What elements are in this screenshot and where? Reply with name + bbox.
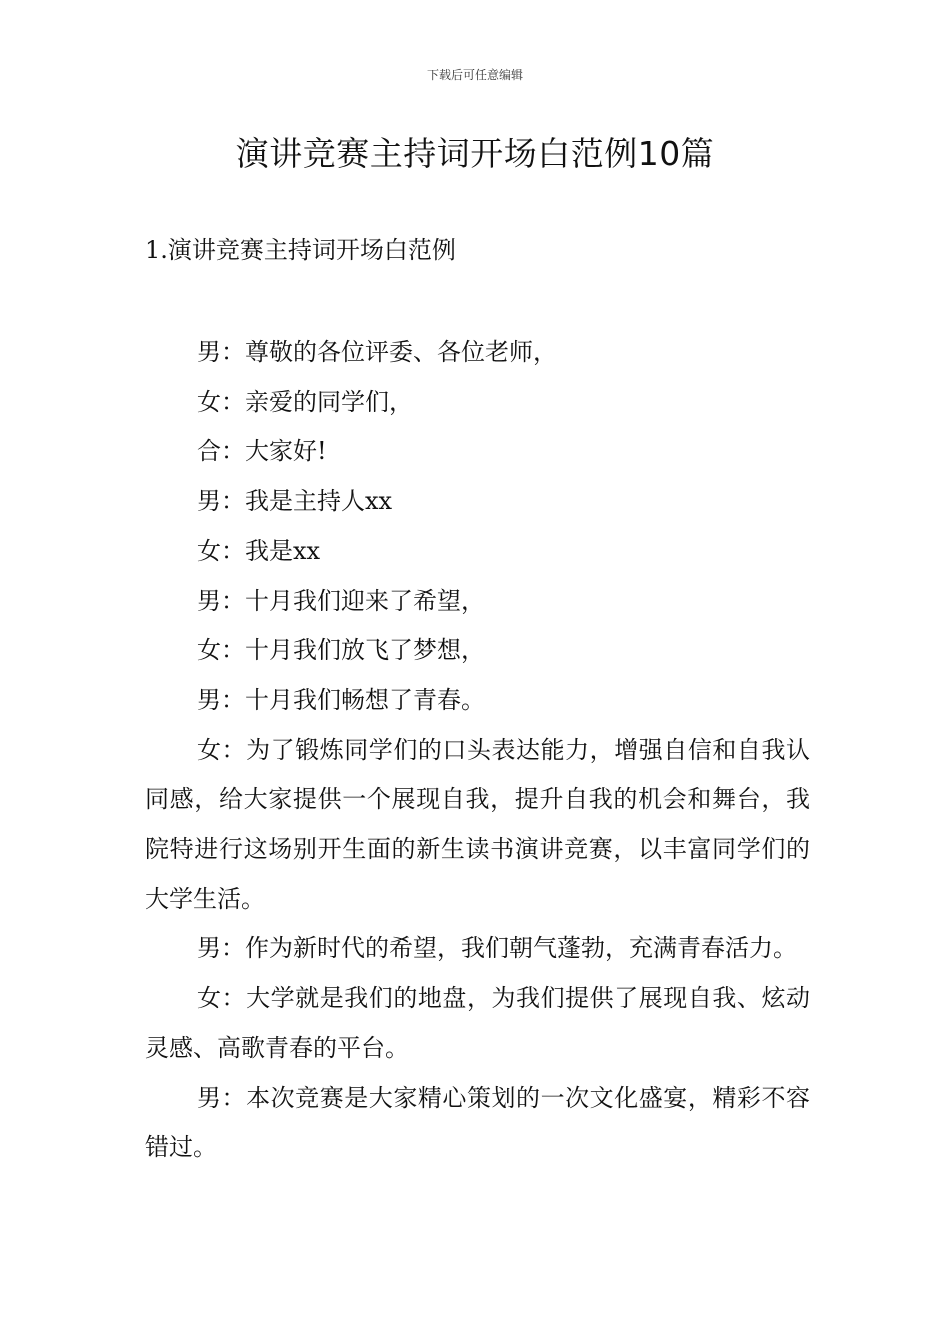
paragraph: 男：本次竞赛是大家精心策划的一次文化盛宴，精彩不容错过。 — [145, 1083, 810, 1162]
paragraph: 男：我是主持人xx — [197, 487, 393, 516]
paragraph: 女：为了锻炼同学们的口头表达能力，增强自信和自我认同感，给大家提供一个展现自我，提升自我的机会和舞台，我院特进行这场别开生面的新生读书演讲竞赛，以丰富同学们的大学生活。 — [145, 735, 810, 913]
header-note: 下载后可任意编辑 — [426, 68, 523, 82]
paragraph: 合：大家好! — [197, 437, 327, 466]
section-heading: 1.演讲竞赛主持词开场白范例 — [145, 236, 456, 264]
paragraph: 男：作为新时代的希望，我们朝气蓬勃，充满青春活力。 — [197, 934, 797, 963]
paragraph: 女：亲爱的同学们， — [197, 387, 413, 416]
paragraph: 男：十月我们畅想了青春。 — [197, 685, 485, 714]
body-text — [145, 328, 810, 1173]
paragraph: 男：十月我们迎来了希望， — [197, 586, 485, 615]
paragraph: 女：十月我们放飞了梦想， — [197, 636, 485, 665]
paragraph: 女：我是xx — [197, 536, 321, 565]
document-title: 演讲竞赛主持词开场白范例10篇 — [235, 134, 715, 173]
paragraph: 女：大学就是我们的地盘，为我们提供了展现自我、炫动灵感、高歌青春的平台。 — [145, 984, 810, 1062]
paragraph: 男：尊敬的各位评委、各位老师， — [197, 338, 557, 366]
